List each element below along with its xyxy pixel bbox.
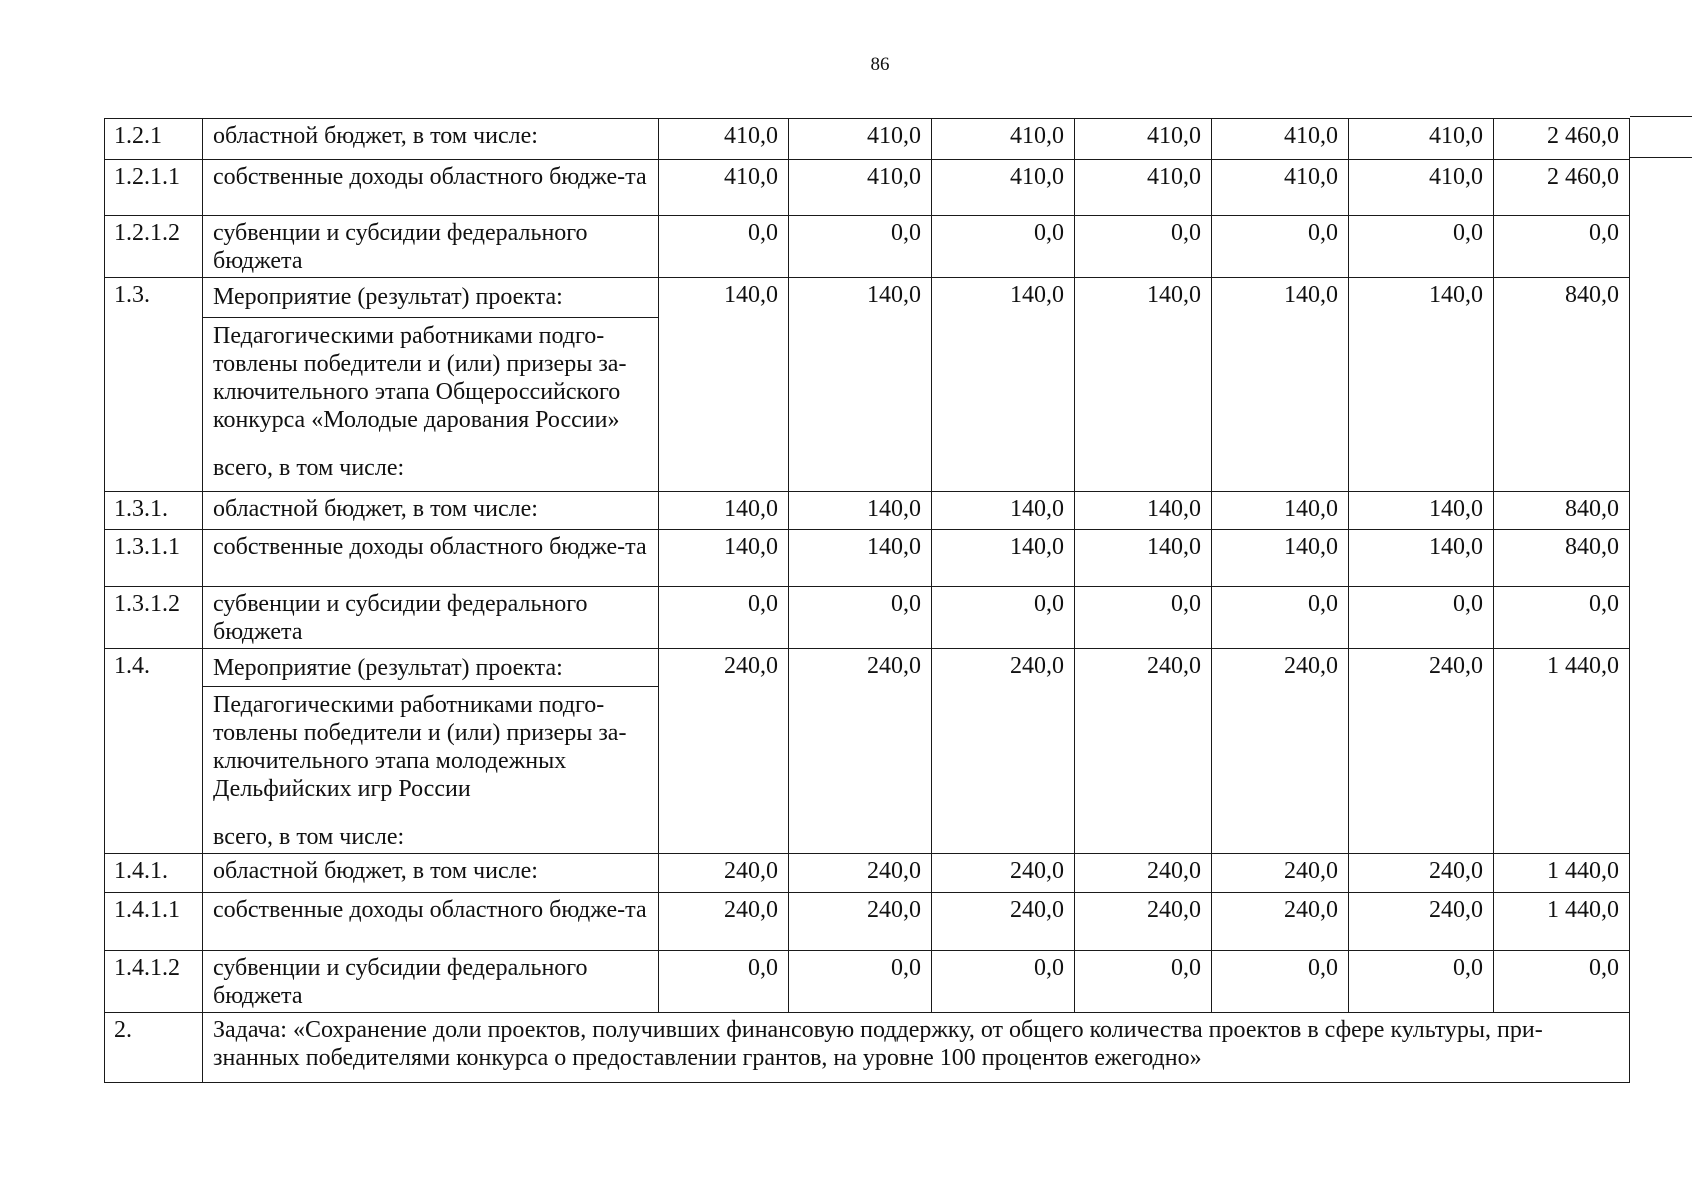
row-code: 1.4.1.1: [105, 893, 203, 951]
value-cell: 410,0: [1212, 119, 1349, 160]
value-cell: 410,0: [932, 119, 1075, 160]
row-name: собственные доходы областного бюдже-та: [203, 160, 659, 216]
table-row: [105, 119, 1630, 160]
total-cell: 2 460,0: [1494, 160, 1630, 216]
row-code: 1.2.1.1: [105, 160, 203, 216]
row-description-cell: [203, 687, 659, 854]
table-continuation-line: [1630, 157, 1692, 158]
row-code: 1.3.: [105, 278, 203, 492]
value-cell: 240,0: [932, 893, 1075, 951]
row-description: Педагогическими работниками подго-товлены победители и (или) призеры за-ключительного этапа молодежных Дельфийских игр России: [213, 692, 627, 802]
value-cell: 140,0: [1075, 530, 1212, 587]
row-name: областной бюджет, в том числе:: [203, 854, 659, 893]
value-cell: 240,0: [932, 854, 1075, 893]
value-cell: 140,0: [1212, 278, 1349, 492]
table-row: [105, 492, 1630, 530]
value-cell: 240,0: [1212, 649, 1349, 854]
table-row: [105, 216, 1630, 278]
total-cell: 0,0: [1494, 951, 1630, 1013]
table-row: [105, 160, 1630, 216]
row-name: субвенции и субсидии федерального бюджета: [203, 216, 659, 278]
value-cell: 240,0: [659, 854, 789, 893]
value-cell: 140,0: [789, 278, 932, 492]
value-cell: 410,0: [659, 119, 789, 160]
table-row: [105, 530, 1630, 587]
value-cell: 240,0: [789, 893, 932, 951]
row-description: Педагогическими работниками подго-товлены победители и (или) призеры за-ключительного этапа Общероссийского конкурса «Молодые дарования России»: [213, 323, 627, 433]
row-code: 1.3.1.: [105, 492, 203, 530]
value-cell: 240,0: [1349, 893, 1494, 951]
value-cell: 0,0: [932, 587, 1075, 649]
value-cell: 0,0: [789, 587, 932, 649]
value-cell: 410,0: [1075, 160, 1212, 216]
value-cell: 410,0: [789, 119, 932, 160]
value-cell: 140,0: [1212, 530, 1349, 587]
row-code: 1.2.1: [105, 119, 203, 160]
value-cell: 0,0: [932, 951, 1075, 1013]
row-title: Мероприятие (результат) проекта:: [203, 278, 659, 318]
row-code: 1.4.: [105, 649, 203, 854]
row-code: 1.3.1.2: [105, 587, 203, 649]
table-row: [105, 587, 1630, 649]
value-cell: 0,0: [789, 216, 932, 278]
value-cell: 240,0: [659, 893, 789, 951]
value-cell: 240,0: [1075, 854, 1212, 893]
total-label: всего, в том числе:: [213, 455, 405, 481]
row-name: субвенции и субсидии федерального бюджета: [203, 951, 659, 1013]
value-cell: 410,0: [932, 160, 1075, 216]
total-cell: 2 460,0: [1494, 119, 1630, 160]
row-name: субвенции и субсидии федерального бюджета: [203, 587, 659, 649]
value-cell: 0,0: [1349, 951, 1494, 1013]
value-cell: 240,0: [789, 854, 932, 893]
value-cell: 0,0: [1212, 951, 1349, 1013]
value-cell: 140,0: [932, 492, 1075, 530]
row-title: Мероприятие (результат) проекта:: [203, 649, 659, 687]
row-name: областной бюджет, в том числе:: [203, 492, 659, 530]
value-cell: 140,0: [1349, 278, 1494, 492]
row-code: 1.3.1.1: [105, 530, 203, 587]
value-cell: 140,0: [789, 492, 932, 530]
value-cell: 140,0: [1212, 492, 1349, 530]
total-cell: 840,0: [1494, 530, 1630, 587]
row-description-cell: [203, 318, 659, 492]
table-continuation-line: [1630, 116, 1692, 117]
row-name: собственные доходы областного бюдже-та: [203, 893, 659, 951]
row-code: 1.4.1.2: [105, 951, 203, 1013]
value-cell: 240,0: [1075, 893, 1212, 951]
value-cell: 140,0: [1349, 530, 1494, 587]
total-cell: 1 440,0: [1494, 854, 1630, 893]
total-cell: 0,0: [1494, 216, 1630, 278]
table-row: [105, 893, 1630, 951]
table-body: [105, 119, 1630, 1083]
value-cell: 140,0: [789, 530, 932, 587]
table-row: [105, 278, 1630, 318]
value-cell: 0,0: [1212, 587, 1349, 649]
table-row: [105, 649, 1630, 687]
task-text: Задача: «Сохранение доли проектов, получивших финансовую поддержку, от общего количества проектов в сфере культуры, при-знанных победителями конкурса о предоставлении грантов, на уровне 100 процентов ежегодно»: [203, 1013, 1630, 1083]
total-cell: 840,0: [1494, 278, 1630, 492]
value-cell: 240,0: [1212, 893, 1349, 951]
value-cell: 0,0: [659, 951, 789, 1013]
value-cell: 240,0: [659, 649, 789, 854]
value-cell: 410,0: [1349, 160, 1494, 216]
value-cell: 140,0: [1075, 492, 1212, 530]
value-cell: 0,0: [1075, 951, 1212, 1013]
value-cell: 240,0: [1212, 854, 1349, 893]
value-cell: 0,0: [1075, 216, 1212, 278]
value-cell: 410,0: [789, 160, 932, 216]
value-cell: 0,0: [1075, 587, 1212, 649]
row-name: областной бюджет, в том числе:: [203, 119, 659, 160]
value-cell: 140,0: [932, 530, 1075, 587]
value-cell: 410,0: [1212, 160, 1349, 216]
budget-table: [104, 118, 1630, 1083]
total-cell: 1 440,0: [1494, 893, 1630, 951]
task-code: 2.: [105, 1013, 203, 1083]
value-cell: 240,0: [1349, 854, 1494, 893]
value-cell: 0,0: [1349, 587, 1494, 649]
value-cell: 240,0: [1349, 649, 1494, 854]
value-cell: 0,0: [1349, 216, 1494, 278]
value-cell: 410,0: [659, 160, 789, 216]
value-cell: 240,0: [932, 649, 1075, 854]
total-cell: 840,0: [1494, 492, 1630, 530]
value-cell: 140,0: [659, 530, 789, 587]
value-cell: 240,0: [1075, 649, 1212, 854]
value-cell: 410,0: [1075, 119, 1212, 160]
table-row: [105, 1013, 1630, 1083]
row-code: 1.4.1.: [105, 854, 203, 893]
value-cell: 240,0: [789, 649, 932, 854]
value-cell: 0,0: [659, 216, 789, 278]
value-cell: 140,0: [1075, 278, 1212, 492]
value-cell: 0,0: [789, 951, 932, 1013]
total-label: всего, в том числе:: [213, 824, 405, 850]
value-cell: 140,0: [1349, 492, 1494, 530]
page-number: 86: [870, 54, 890, 75]
total-cell: 1 440,0: [1494, 649, 1630, 854]
table-row: [105, 951, 1630, 1013]
value-cell: 140,0: [659, 278, 789, 492]
value-cell: 0,0: [932, 216, 1075, 278]
total-cell: 0,0: [1494, 587, 1630, 649]
value-cell: 0,0: [659, 587, 789, 649]
value-cell: 140,0: [659, 492, 789, 530]
row-code: 1.2.1.2: [105, 216, 203, 278]
value-cell: 410,0: [1349, 119, 1494, 160]
value-cell: 0,0: [1212, 216, 1349, 278]
row-name: собственные доходы областного бюдже-та: [203, 530, 659, 587]
value-cell: 140,0: [932, 278, 1075, 492]
table-row: [105, 854, 1630, 893]
